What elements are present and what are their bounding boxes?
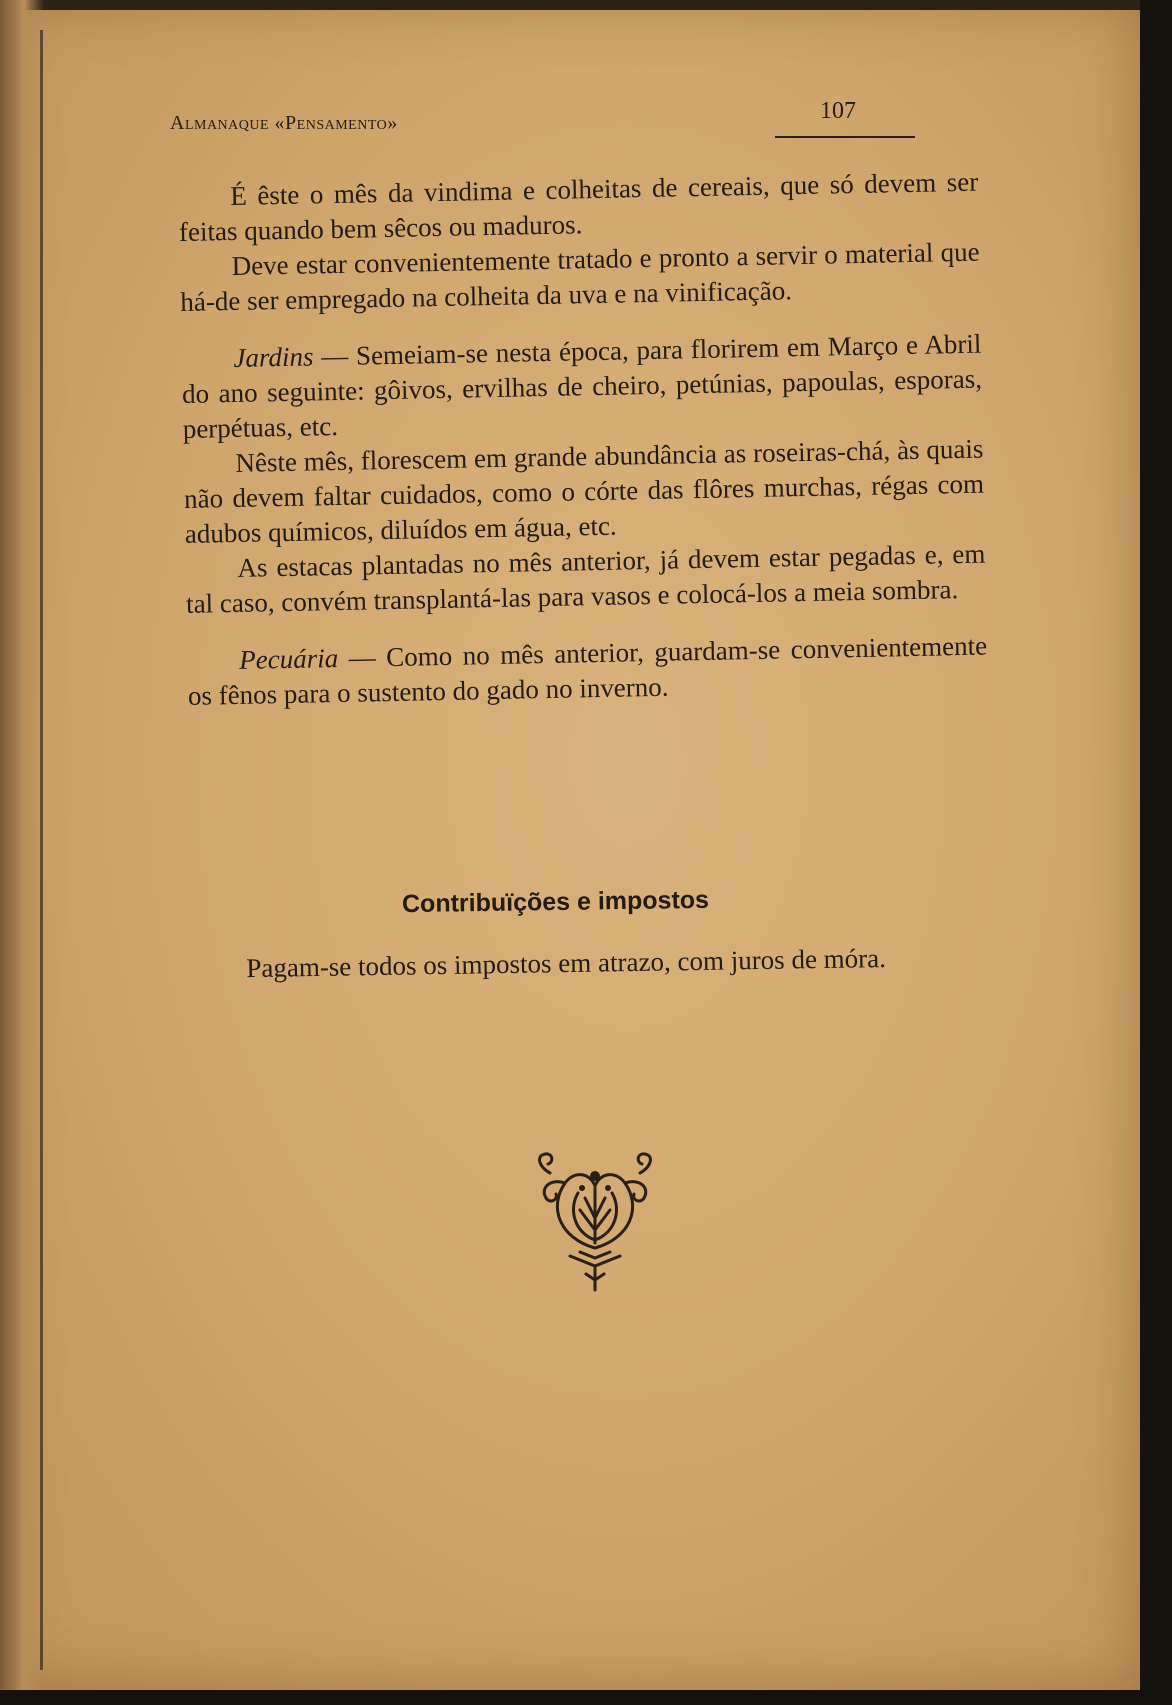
section-text-block	[188, 935, 989, 990]
main-text	[178, 165, 988, 714]
section-heading: Contribuïções e impostos	[401, 885, 710, 919]
floral-vignette-icon	[520, 1148, 670, 1298]
paragraph-impostos: Pagam-se todos os impostos em atrazo, com juros de móra.	[246, 943, 887, 984]
running-title: Almanaque «Pensamento»	[170, 112, 398, 134]
paragraph-material: Deve estar convenientemente tratado e pronto a servir o material que há-de ser empregado na colheita da uva e na vinificação.	[180, 236, 980, 317]
paragraph-roseiras: Nêste mês, florescem em grande abundância as roseiras-chá, às quais não devem faltar cuidados, como o córte das flôres murchas, régas com adubos químicos, diluídos em água, etc.	[183, 433, 985, 549]
jardins-lead: Jardins	[233, 341, 314, 373]
paragraph-estacas: As estacas plantadas no mês anterior, já devem estar pegadas e, em tal caso, convém transplantá-las para vasos e colocá-los a meia sombra.	[185, 538, 986, 619]
top-edge	[0, 0, 1140, 10]
header-rule	[775, 136, 915, 138]
pecuaria-text: — Como no mês anterior, guardam-se convenientemente os fênos para o sustento do gado no inverno.	[187, 630, 988, 711]
page-number: 107	[820, 98, 856, 124]
binding-edge	[0, 0, 44, 1690]
scan-background-bottom	[0, 1690, 1172, 1705]
paragraph-pecuaria	[187, 629, 988, 714]
pecuaria-lead: Pecuária	[238, 643, 339, 675]
paragraph-vindima: É êste o mês da vindima e colheitas de cereais, que só devem ser feitas quando bem sêcos ou maduros.	[178, 166, 979, 247]
binding-line	[40, 30, 43, 1670]
paragraph-jardins	[181, 327, 983, 447]
jardins-text: — Semeiam-se nesta época, para florirem em Março e Abril do ano seguinte: gôivos, ervilhas de cheiro, petúnias, papoulas, esporas, perpétuas, etc.	[181, 328, 983, 444]
scan-background-right	[1140, 0, 1172, 1705]
